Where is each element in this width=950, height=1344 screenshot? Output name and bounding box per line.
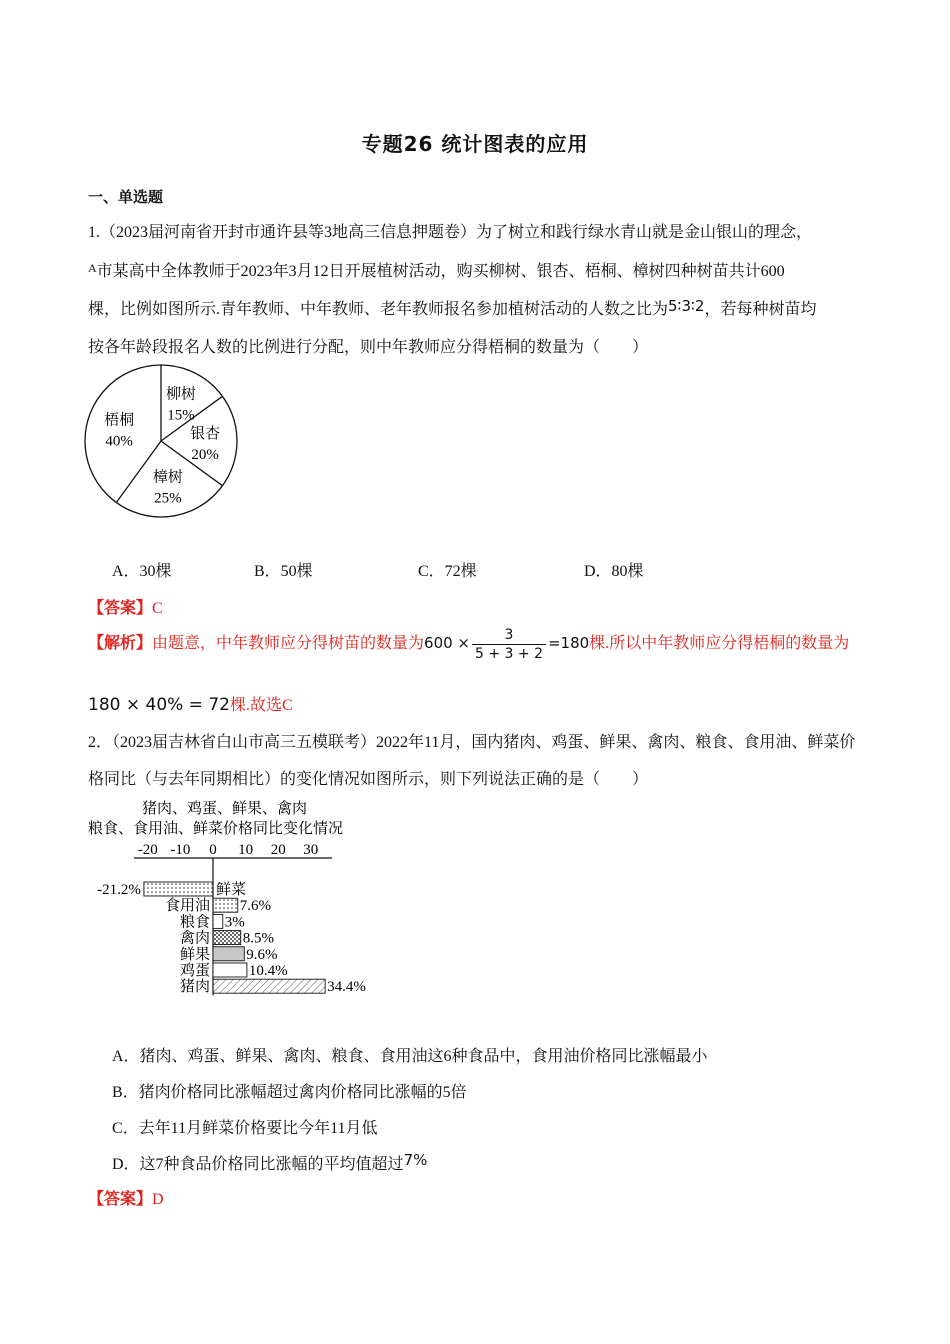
q2-answer-value: D (152, 1191, 164, 1208)
pie-slice-label: 柳树 (166, 386, 197, 403)
q1-fraction-numerator: 3 (472, 626, 546, 645)
q1-analysis-text-2: 棵.所以中年教师应分得梧桐的数量为 (589, 635, 850, 653)
q1-line-3-text: 棵，比例如图所示.青年教师、中年教师、老年教师报名参加植树活动的人数之比为 (88, 301, 669, 318)
q1-answer (88, 595, 163, 618)
x-tick-label: 0 (209, 842, 217, 858)
pie-slice-value: 40% (105, 433, 133, 450)
q1-answer-label: 【答案】 (88, 600, 153, 617)
q2-option-b[interactable]: B．猪肉价格同比涨幅超过禽肉价格同比涨幅的5倍 (112, 1084, 467, 1101)
bar-value-label: 8.5% (242, 930, 274, 947)
q1-analysis-label: 【解析】 (88, 635, 153, 653)
q1-fraction-denominator: 5 + 3 + 2 (475, 646, 543, 662)
q1-analysis-expr-right: =180 (547, 634, 590, 653)
q1-line-4: 按各年龄段报名人数的比例进行分配，则中年教师应分得梧桐的数量为（ ） (88, 339, 649, 356)
pie-slice-label: 银杏 (190, 426, 221, 442)
q1-line-2-text: 市某高中全体教师于2023年3月12日开展植树活动，购买柳树、银杏、梧桐、樟树四种树苗共计600 (96, 263, 785, 280)
bar (213, 979, 325, 993)
bar (213, 947, 244, 961)
q1-city-letter: A (88, 261, 97, 275)
pie-chart (82, 363, 252, 533)
q1-analysis-line-2 (88, 692, 293, 715)
q2-option-d-value: 7% (403, 1151, 428, 1169)
q2-answer-label: 【答案】 (88, 1191, 153, 1208)
bar-category-label: 食用油 (164, 898, 210, 915)
x-tick-label: 30 (303, 842, 319, 858)
q1-ratio: 5∶3∶2 (668, 297, 705, 315)
bar-value-label: -21.2% (97, 882, 141, 898)
q1-line-2 (88, 258, 785, 281)
pie-slice-label: 梧桐 (104, 412, 135, 429)
x-tick-label: -20 (137, 842, 158, 858)
pie-slice-value: 15% (167, 407, 195, 424)
bar-chart-title-2: 粮食、食用油、鲜菜价格同比变化情况 (88, 821, 344, 837)
bar-category-label: 禽肉 (179, 930, 210, 947)
bar-category-label: 猪肉 (179, 979, 210, 996)
q2-line-2: 格同比（与去年同期相比）的变化情况如图所示，则下列说法正确的是（ ） (88, 771, 649, 788)
q2-option-a[interactable]: A．猪肉、鸡蛋、鲜果、禽肉、粮食、食用油这6种食品中，食用油价格同比涨幅最小 (112, 1048, 708, 1065)
bar-chart (82, 798, 382, 998)
q2-answer (88, 1186, 164, 1209)
x-tick-label: -10 (170, 842, 191, 858)
page-title: 专题26 统计图表的应用 (361, 132, 589, 156)
bar (213, 914, 223, 928)
q1-option-b[interactable]: B．50棵 (254, 563, 313, 580)
q1-analysis (88, 626, 849, 663)
bar-chart-title-1: 猪肉、鸡蛋、鲜果、禽肉 (142, 801, 308, 817)
bar (213, 931, 241, 945)
q2-option-c[interactable]: C．去年11月鲜菜价格要比今年11月低 (112, 1120, 378, 1137)
bar-value-label: 7.6% (239, 898, 272, 915)
q1-line-3-end: ，若每种树苗均 (704, 301, 817, 318)
bar-category-label: 粮食 (179, 914, 210, 931)
bar-value-label: 3% (224, 914, 245, 931)
bar-category-label: 鲜果 (179, 946, 210, 963)
bar (144, 882, 213, 896)
pie-slice-value: 25% (154, 490, 182, 507)
x-tick-label: 10 (238, 842, 254, 858)
q1-option-a[interactable]: A．30棵 (112, 563, 172, 580)
x-tick-label: 20 (270, 842, 286, 858)
q2-option-d[interactable] (112, 1151, 427, 1174)
pie-slice-label: 樟树 (152, 469, 183, 486)
bar (213, 898, 238, 912)
q1-analysis-fraction (472, 626, 546, 663)
pie-slice-value: 20% (191, 447, 219, 463)
q1-option-c[interactable]: C．72棵 (418, 563, 477, 580)
bar-value-label: 10.4% (248, 963, 288, 979)
q1-answer-value: C (152, 600, 163, 617)
q1-analysis-expr-left: 600 × (424, 634, 470, 653)
q1-line-3 (88, 296, 816, 319)
q1-line-1: 1.（2023届河南省开封市通许县等3地高三信息押题卷）为了树立和践行绿水青山就是金山银山的理念， (88, 224, 813, 241)
bar-value-label: 34.4% (327, 979, 366, 996)
q1-analysis-line-2-text: 棵.故选C (229, 697, 293, 714)
bar-category-label: 鲜菜 (216, 882, 247, 898)
q1-analysis-text-1: 由题意，中年教师应分得树苗的数量为 (152, 635, 425, 653)
q1-option-d[interactable]: D．80棵 (584, 563, 644, 580)
section-heading: 一、单选题 (88, 188, 164, 206)
bar-category-label: 鸡蛋 (179, 963, 210, 979)
q2-line-1: 2．（2023届吉林省白山市高三五模联考）2022年11月，国内猪肉、鸡蛋、鲜果、禽肉、粮食、食用油、鲜菜价 (88, 734, 856, 751)
q2-option-d-text: D．这7种食品价格同比涨幅的平均值超过 (112, 1156, 404, 1173)
bar (213, 963, 247, 977)
bar-value-label: 9.6% (246, 946, 278, 963)
q1-analysis-line-2-expr: 180 × 40% = 72 (88, 695, 230, 715)
